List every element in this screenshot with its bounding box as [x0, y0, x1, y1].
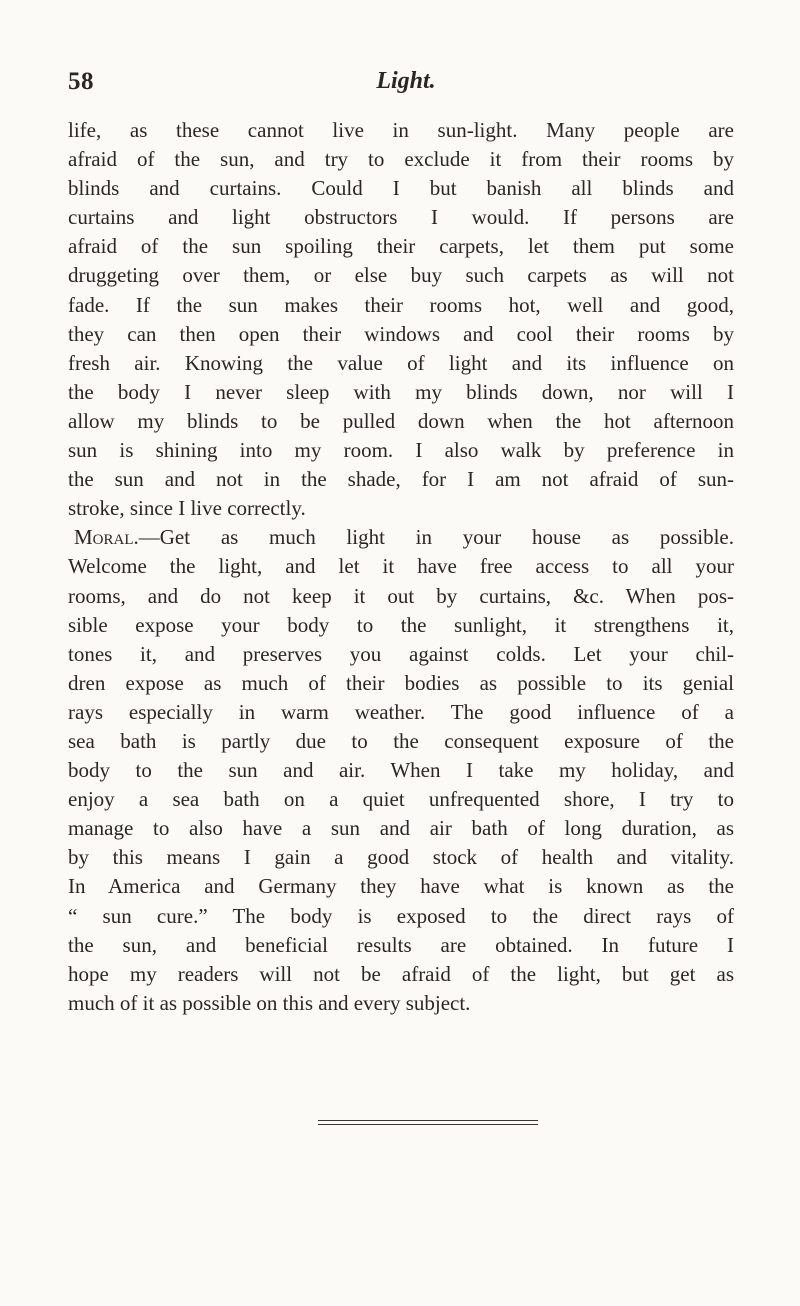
page-number: 58	[68, 68, 94, 95]
body-text	[68, 116, 734, 1018]
moral-line	[68, 523, 734, 552]
paragraph-2	[68, 523, 734, 1018]
text-line: hope my readers will not be afraid of the light, but get as	[68, 961, 734, 986]
text-line: fresh air. Knowing the value of light and its influence on	[68, 350, 734, 375]
moral-text: —Get as much light in your house as possible.	[138, 525, 734, 550]
text-line: by this means I gain a good stock of health and vitality.	[68, 845, 734, 870]
text-line: stroke, since I live correctly.	[68, 496, 306, 521]
text-line: body to the sun and air. When I take my holiday, and	[68, 758, 734, 783]
text-line: manage to also have a sun and air bath of long duration, as	[68, 816, 734, 841]
text-line: enjoy a sea bath on a quiet unfrequented shore, I try to	[68, 787, 734, 812]
text-line: blinds and curtains. Could I but banish all blinds and	[68, 176, 734, 201]
text-line: the sun, and beneficial results are obtained. In future I	[68, 932, 734, 957]
text-line: Welcome the light, and let it have free access to all your	[68, 554, 734, 579]
text-line: life, as these cannot live in sun-light. Many people are	[68, 118, 734, 142]
text-line: curtains and light obstructors I would. If persons are	[68, 205, 734, 230]
running-title: Light.	[376, 68, 436, 94]
text-line: much of it as possible on this and every subject.	[68, 990, 471, 1015]
moral-label: Moral.	[74, 525, 139, 550]
text-line: tones it, and preserves you against colds. Let your chil-	[68, 641, 734, 666]
text-line: sun is shining into my room. I also walk by preference in	[68, 438, 734, 463]
text-line: rooms, and do not keep it out by curtains, &c. When pos-	[68, 583, 734, 608]
paragraph-1	[68, 116, 734, 523]
text-line: afraid of the sun spoiling their carpets, let them put some	[68, 234, 734, 259]
text-line: In America and Germany they have what is known as the	[68, 874, 734, 899]
text-line: rays especially in warm weather. The good influence of a	[68, 699, 734, 724]
text-line: sible expose your body to the sunlight, it strengthens it,	[68, 612, 734, 637]
text-line: they can then open their windows and cool their rooms by	[68, 321, 734, 346]
text-line: dren expose as much of their bodies as possible to its genial	[68, 670, 734, 695]
text-line: the body I never sleep with my blinds down, nor will I	[68, 379, 734, 404]
text-line: fade. If the sun makes their rooms hot, well and good,	[68, 292, 734, 317]
text-line: sea bath is partly due to the consequent exposure of the	[68, 728, 734, 753]
end-ornament-rule	[318, 1120, 538, 1121]
text-line: allow my blinds to be pulled down when the hot afternoon	[68, 408, 734, 433]
text-line: druggeting over them, or else buy such carpets as will not	[68, 263, 734, 288]
text-line: “ sun cure.” The body is exposed to the direct rays of	[68, 903, 734, 928]
text-line: the sun and not in the shade, for I am not afraid of sun-	[68, 467, 734, 492]
text-line: afraid of the sun, and try to exclude it from their rooms by	[68, 147, 734, 172]
end-ornament-rule-thin	[318, 1124, 538, 1125]
page-header	[68, 68, 732, 102]
